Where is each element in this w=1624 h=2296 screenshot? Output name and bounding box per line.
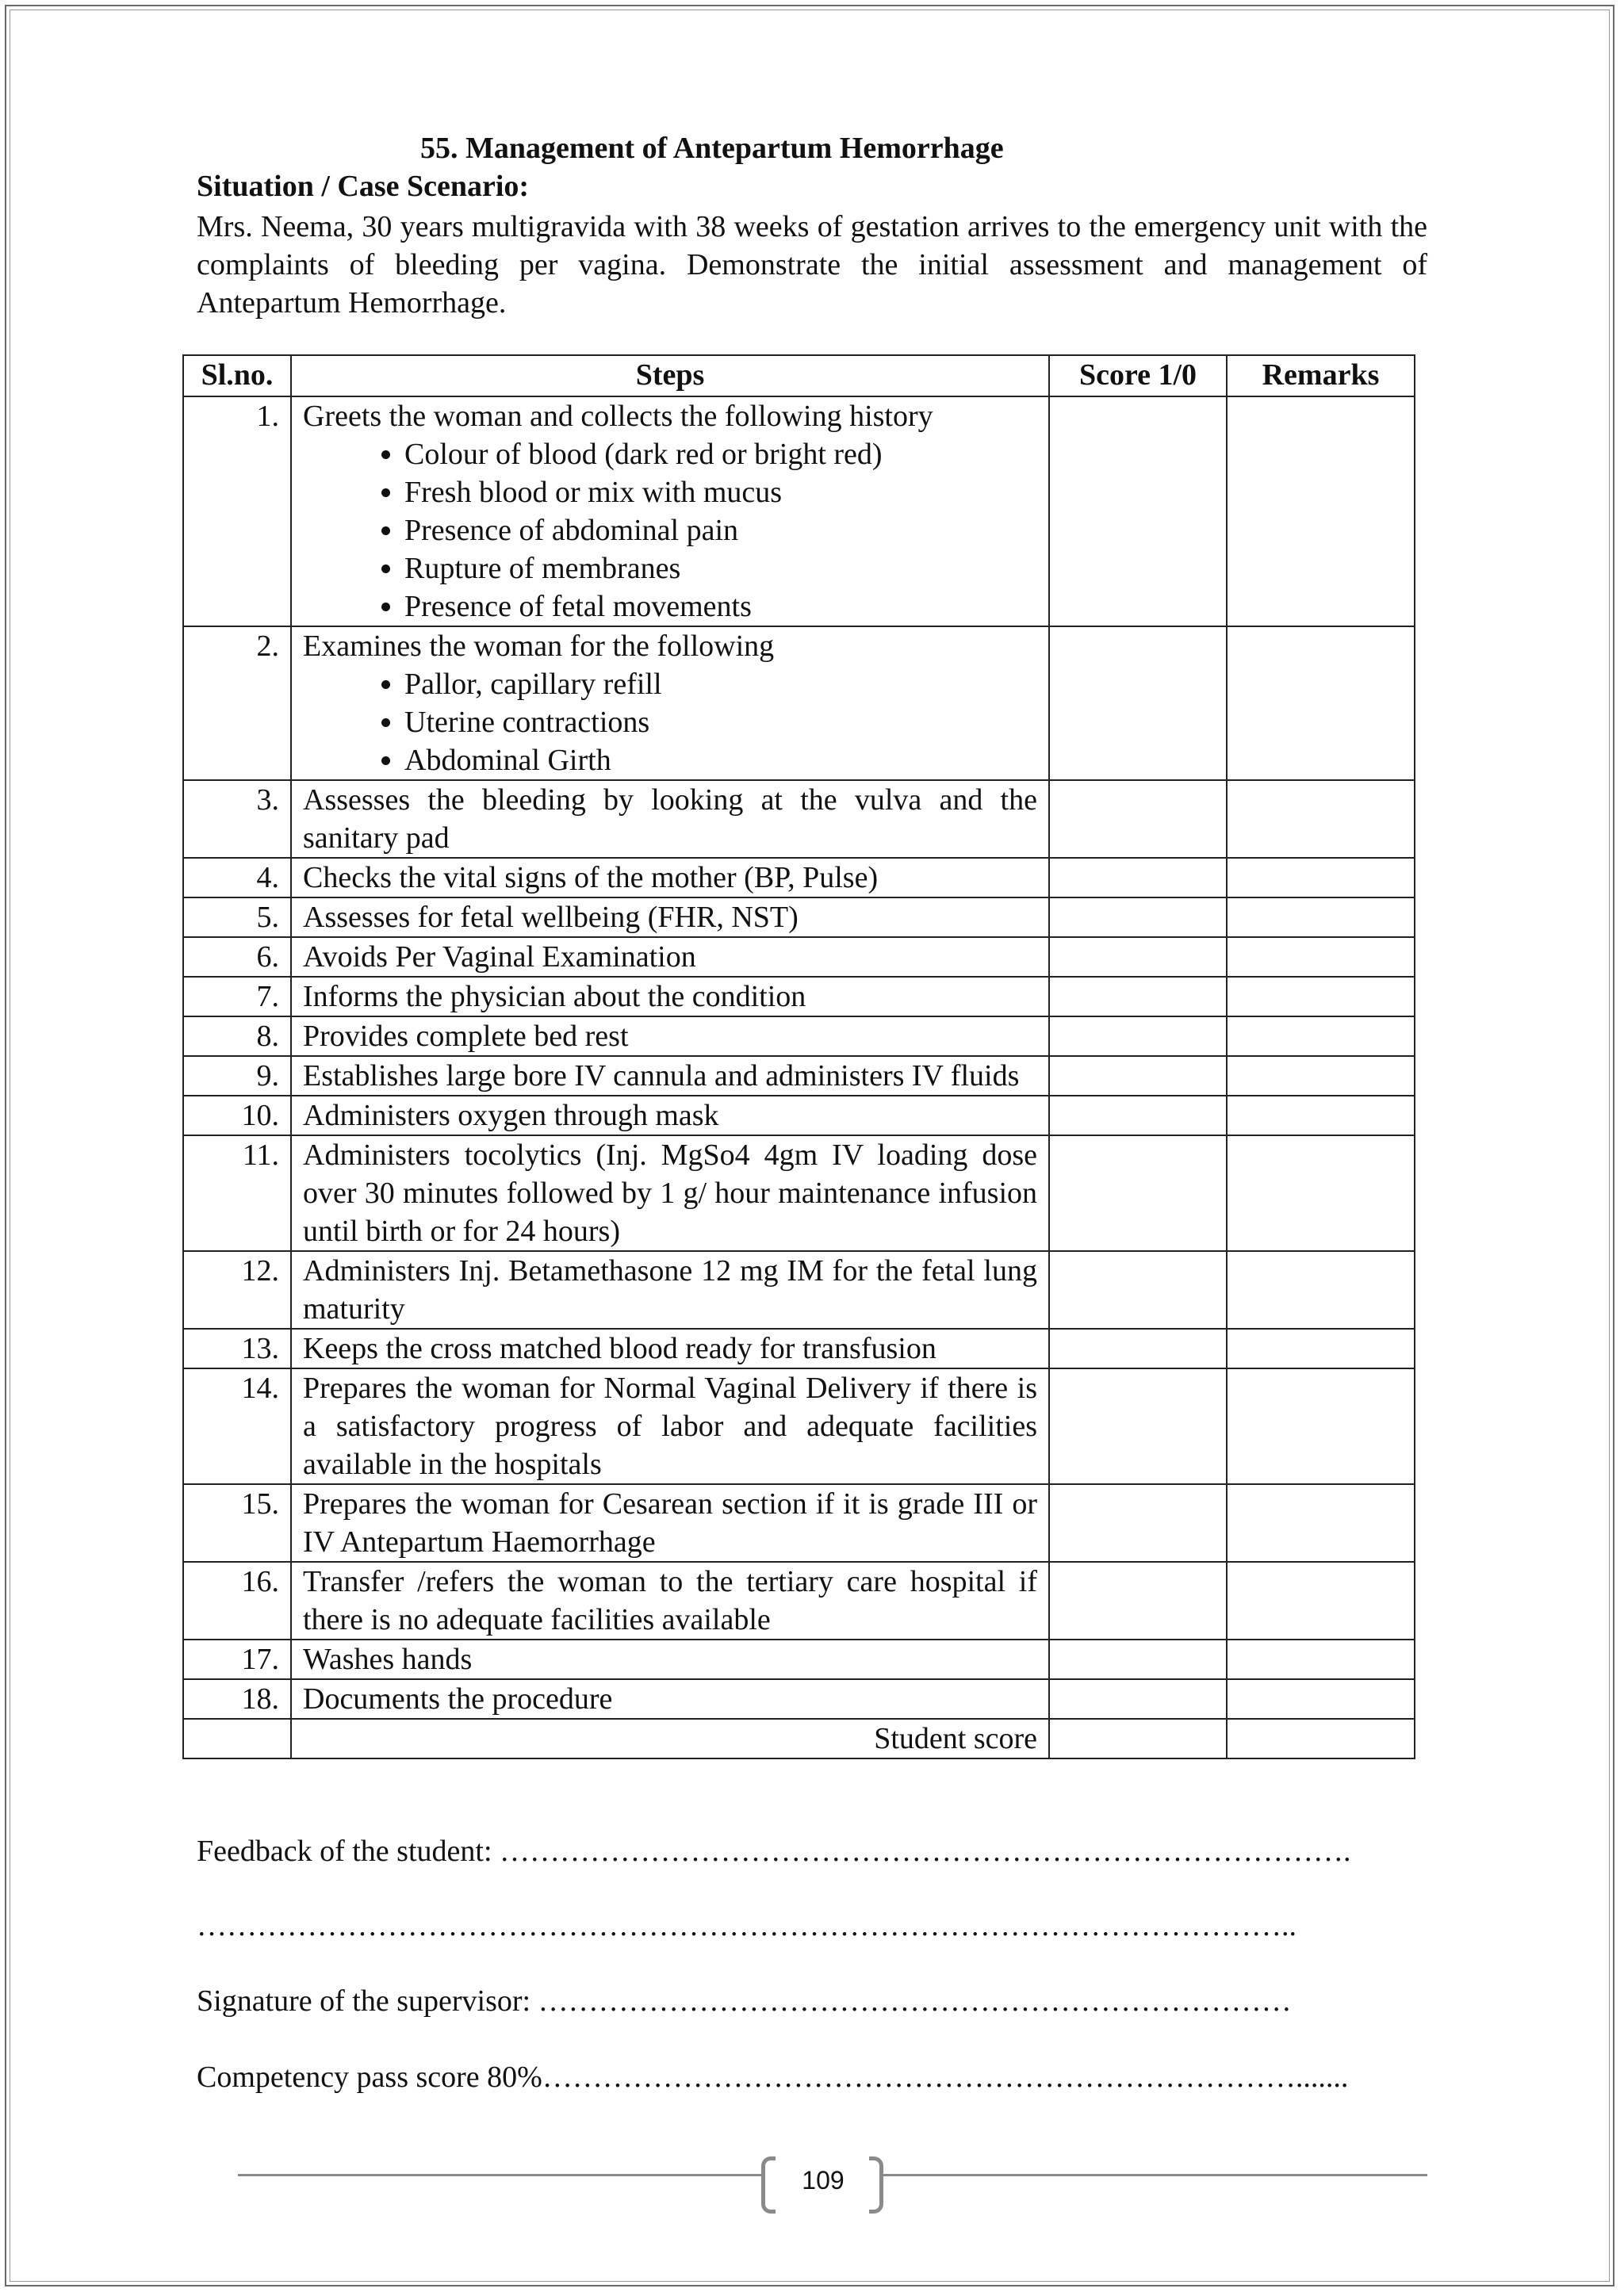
row-number: 15. bbox=[183, 1484, 291, 1562]
footer-rule-right bbox=[883, 2174, 1427, 2176]
step-cell bbox=[291, 937, 1049, 977]
step-text: Administers oxygen through mask bbox=[303, 1099, 719, 1132]
remarks-cell[interactable] bbox=[1227, 858, 1415, 897]
score-cell[interactable] bbox=[1049, 1368, 1227, 1484]
step-text: Provides complete bed rest bbox=[303, 1020, 629, 1053]
step-text: Greets the woman and collects the following history bbox=[303, 400, 933, 433]
step-cell bbox=[291, 1640, 1049, 1679]
scenario-text: Mrs. Neema, 30 years multigravida with 38 weeks of gestation arrives to the emergency unit with the complaints of bleeding per vagina. Demonstrate the initial assessment and management of Antepartum Hemorrhage. bbox=[197, 210, 1427, 320]
header-score: Score 1/0 bbox=[1049, 355, 1227, 396]
supervisor-signature-line: Signature of the supervisor: ………………………………………………………………… bbox=[197, 1984, 1292, 2018]
row-number: 5. bbox=[183, 897, 291, 937]
score-cell[interactable] bbox=[1049, 1096, 1227, 1135]
row-number: 17. bbox=[183, 1640, 291, 1679]
step-text: Administers tocolytics (Inj. MgSo4 4gm IV loading dose over 30 minutes followed by 1 g/ hour maintenance infusion until birth or for 24 hours) bbox=[303, 1138, 1037, 1248]
table-row bbox=[183, 1484, 1415, 1562]
score-cell[interactable] bbox=[1049, 626, 1227, 780]
remarks-cell[interactable] bbox=[1227, 1562, 1415, 1640]
step-text: Establishes large bore IV cannula and administers IV fluids bbox=[303, 1059, 1020, 1093]
step-bullet-item: • Colour of blood (dark red or bright red) bbox=[404, 435, 1037, 473]
step-text: Prepares the woman for Cesarean section if it is grade III or IV Antepartum Haemorrhage bbox=[303, 1487, 1037, 1559]
step-cell bbox=[291, 897, 1049, 937]
step-text: Checks the vital signs of the mother (BP, Pulse) bbox=[303, 861, 879, 894]
table-row bbox=[183, 937, 1415, 977]
table-row bbox=[183, 1368, 1415, 1484]
row-number: 6. bbox=[183, 937, 291, 977]
row-number: 4. bbox=[183, 858, 291, 897]
page-number-bracket-right bbox=[869, 2156, 883, 2214]
remarks-cell[interactable] bbox=[1227, 626, 1415, 780]
table-row bbox=[183, 396, 1415, 626]
step-cell bbox=[291, 1679, 1049, 1719]
table-row bbox=[183, 1056, 1415, 1096]
row-number: 9. bbox=[183, 1056, 291, 1096]
table-row bbox=[183, 1329, 1415, 1368]
row-number: 1. bbox=[183, 396, 291, 626]
header-sl-no: Sl.no. bbox=[183, 355, 291, 396]
step-text: Documents the procedure bbox=[303, 1682, 613, 1716]
step-text: Avoids Per Vaginal Examination bbox=[303, 940, 696, 974]
table-row bbox=[183, 1251, 1415, 1329]
remarks-cell[interactable] bbox=[1227, 1640, 1415, 1679]
table-row bbox=[183, 1016, 1415, 1056]
step-text: Assesses for fetal wellbeing (FHR, NST) bbox=[303, 901, 799, 934]
feedback-line: Feedback of the student: …………………………………………………………………………. bbox=[197, 1835, 1351, 1868]
competency-pass-score-line: Competency pass score 80%…………………………………………………………………....... bbox=[197, 2061, 1349, 2094]
score-cell[interactable] bbox=[1049, 977, 1227, 1016]
score-cell[interactable] bbox=[1049, 396, 1227, 626]
table-row bbox=[183, 1640, 1415, 1679]
step-cell bbox=[291, 1329, 1049, 1368]
step-cell bbox=[291, 396, 1049, 626]
step-bullet-item: • Presence of fetal movements bbox=[404, 587, 1037, 626]
row-number: 11. bbox=[183, 1135, 291, 1251]
checklist-table bbox=[182, 354, 1415, 1759]
score-cell[interactable] bbox=[1049, 858, 1227, 897]
student-score-row bbox=[183, 1719, 1415, 1758]
feedback-continuation-line: ……………………………………………………………………………………………….. bbox=[197, 1909, 1297, 1942]
score-cell[interactable] bbox=[1049, 1135, 1227, 1251]
remarks-cell[interactable] bbox=[1227, 1679, 1415, 1719]
step-bullet-item: • Abdominal Girth bbox=[404, 741, 1037, 779]
table-header-row bbox=[183, 355, 1415, 396]
score-cell[interactable] bbox=[1049, 1251, 1227, 1329]
score-cell[interactable] bbox=[1049, 1484, 1227, 1562]
row-number: 7. bbox=[183, 977, 291, 1016]
page-footer bbox=[238, 2156, 1427, 2220]
header-steps: Steps bbox=[291, 355, 1049, 396]
row-number: 2. bbox=[183, 626, 291, 780]
footer-rule-left bbox=[238, 2174, 761, 2176]
student-remarks-cell[interactable] bbox=[1227, 1719, 1415, 1758]
table-row bbox=[183, 977, 1415, 1016]
step-bullet-item: • Presence of abdominal pain bbox=[404, 511, 1037, 549]
step-cell bbox=[291, 858, 1049, 897]
page-number: 109 bbox=[802, 2166, 845, 2195]
row-number: 10. bbox=[183, 1096, 291, 1135]
row-number: 18. bbox=[183, 1679, 291, 1719]
step-cell bbox=[291, 1251, 1049, 1329]
remarks-cell[interactable] bbox=[1227, 396, 1415, 626]
remarks-cell[interactable] bbox=[1227, 937, 1415, 977]
step-text: Prepares the woman for Normal Vaginal Delivery if there is a satisfactory progress of labor and adequate facilities available in the hospitals bbox=[303, 1372, 1037, 1481]
step-text: Keeps the cross matched blood ready for transfusion bbox=[303, 1332, 936, 1365]
table-row bbox=[183, 1679, 1415, 1719]
step-cell bbox=[291, 1135, 1049, 1251]
step-bullet-list bbox=[303, 435, 1037, 626]
score-cell[interactable] bbox=[1049, 1640, 1227, 1679]
step-text: Transfer /refers the woman to the tertiary care hospital if there is no adequate facilities available bbox=[303, 1565, 1037, 1636]
row-number: 3. bbox=[183, 780, 291, 858]
table-row bbox=[183, 626, 1415, 780]
student-score-cell[interactable] bbox=[1049, 1719, 1227, 1758]
row-number: 8. bbox=[183, 1016, 291, 1056]
row-number: 16. bbox=[183, 1562, 291, 1640]
remarks-cell[interactable] bbox=[1227, 977, 1415, 1016]
step-cell bbox=[291, 780, 1049, 858]
step-bullet-item: • Uterine contractions bbox=[404, 703, 1037, 741]
table-row bbox=[183, 1135, 1415, 1251]
score-cell[interactable] bbox=[1049, 937, 1227, 977]
score-cell[interactable] bbox=[1049, 1056, 1227, 1096]
remarks-cell[interactable] bbox=[1227, 1368, 1415, 1484]
row-number: 12. bbox=[183, 1251, 291, 1329]
step-text: Administers Inj. Betamethasone 12 mg IM for the fetal lung maturity bbox=[303, 1254, 1037, 1326]
step-text: Informs the physician about the condition bbox=[303, 980, 806, 1013]
student-score-blank bbox=[183, 1719, 291, 1758]
step-bullet-item: • Rupture of membranes bbox=[404, 549, 1037, 587]
score-cell[interactable] bbox=[1049, 1016, 1227, 1056]
remarks-cell[interactable] bbox=[1227, 897, 1415, 937]
table-row bbox=[183, 780, 1415, 858]
score-cell[interactable] bbox=[1049, 1329, 1227, 1368]
row-number: 14. bbox=[183, 1368, 291, 1484]
remarks-cell[interactable] bbox=[1227, 1135, 1415, 1251]
document-title: 55. Management of Antepartum Hemorrhage bbox=[420, 132, 1004, 165]
remarks-cell[interactable] bbox=[1227, 1096, 1415, 1135]
step-cell bbox=[291, 626, 1049, 780]
page-number-bracket-left bbox=[761, 2156, 776, 2214]
student-score-label: Student score bbox=[291, 1719, 1049, 1758]
score-cell[interactable] bbox=[1049, 1562, 1227, 1640]
table-row bbox=[183, 1096, 1415, 1135]
step-cell bbox=[291, 977, 1049, 1016]
step-text: Washes hands bbox=[303, 1643, 473, 1676]
step-bullet-item: • Pallor, capillary refill bbox=[404, 665, 1037, 703]
step-bullet-item: • Fresh blood or mix with mucus bbox=[404, 473, 1037, 511]
step-text: Examines the woman for the following bbox=[303, 629, 775, 663]
remarks-cell[interactable] bbox=[1227, 1056, 1415, 1096]
remarks-cell[interactable] bbox=[1227, 1329, 1415, 1368]
scenario-heading: Situation / Case Scenario: bbox=[197, 170, 530, 203]
score-cell[interactable] bbox=[1049, 780, 1227, 858]
step-bullet-list bbox=[303, 665, 1037, 779]
remarks-cell[interactable] bbox=[1227, 1016, 1415, 1056]
score-cell[interactable] bbox=[1049, 897, 1227, 937]
step-cell bbox=[291, 1096, 1049, 1135]
step-cell bbox=[291, 1484, 1049, 1562]
step-cell bbox=[291, 1056, 1049, 1096]
row-number: 13. bbox=[183, 1329, 291, 1368]
step-text: Assesses the bleeding by looking at the vulva and the sanitary pad bbox=[303, 783, 1037, 855]
table-row bbox=[183, 897, 1415, 937]
remarks-cell[interactable] bbox=[1227, 1251, 1415, 1329]
score-cell[interactable] bbox=[1049, 1679, 1227, 1719]
step-cell bbox=[291, 1562, 1049, 1640]
remarks-cell[interactable] bbox=[1227, 780, 1415, 858]
remarks-cell[interactable] bbox=[1227, 1484, 1415, 1562]
header-remarks: Remarks bbox=[1227, 355, 1415, 396]
table-body bbox=[183, 396, 1415, 1719]
step-cell bbox=[291, 1368, 1049, 1484]
step-cell bbox=[291, 1016, 1049, 1056]
table-row bbox=[183, 858, 1415, 897]
table-row bbox=[183, 1562, 1415, 1640]
